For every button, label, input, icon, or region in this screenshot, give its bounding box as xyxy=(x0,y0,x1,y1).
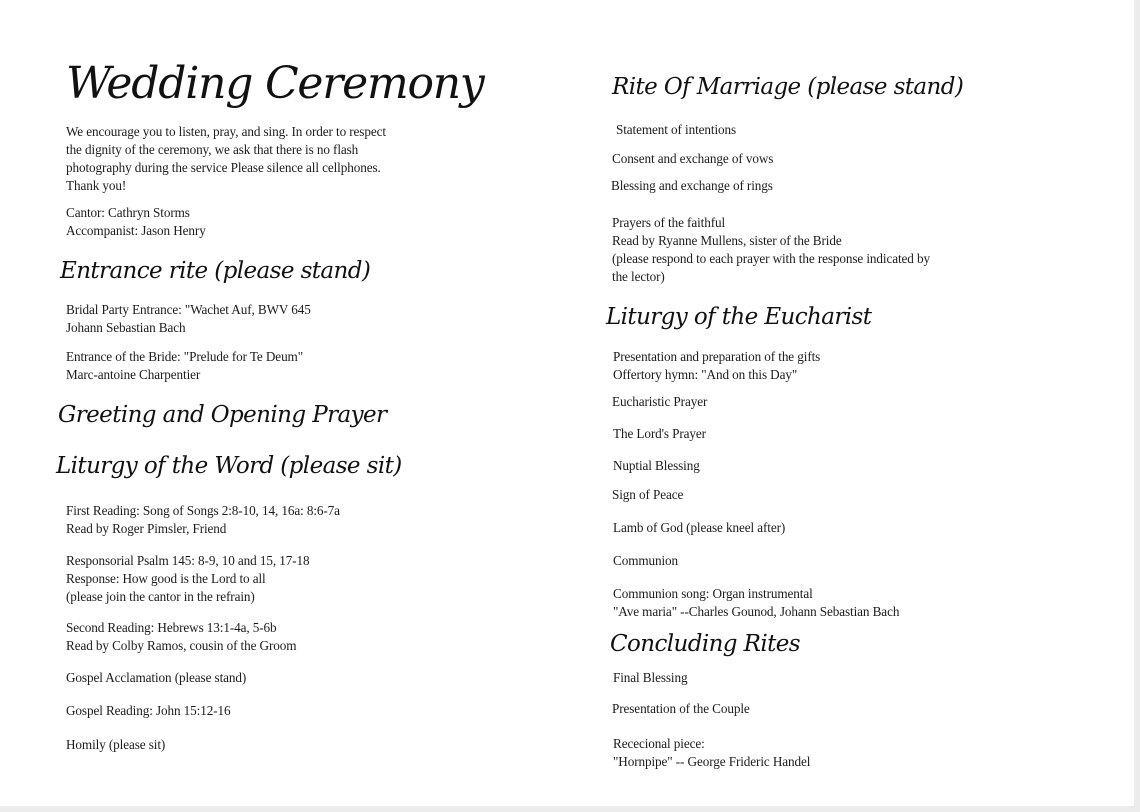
communion-song-line-2: "Ave maria" --Charles Gounod, Johann Sebastian Bach xyxy=(613,604,900,619)
prayers-line-4: the lector) xyxy=(612,269,665,284)
page-edge-right xyxy=(1134,0,1140,812)
greeting-heading: Greeting and Opening Prayer xyxy=(58,402,387,428)
recessional-line-1: Rececional piece: xyxy=(613,736,705,751)
eucharistic-prayer-line: Eucharistic Prayer xyxy=(612,394,708,409)
entrance-rite-heading: Entrance rite (please stand) xyxy=(60,258,371,284)
second-reading-line-2: Read by Colby Ramos, cousin of the Groom xyxy=(66,638,297,653)
accompanist-line: Accompanist: Jason Henry xyxy=(66,223,206,238)
bridal-party-line-2: Johann Sebastian Bach xyxy=(66,320,186,335)
consent-line: Consent and exchange of vows xyxy=(612,151,774,166)
gifts-line-1: Presentation and preparation of the gifts xyxy=(613,349,821,364)
page-edge-bottom xyxy=(0,806,1140,812)
liturgy-word-heading: Liturgy of the Word (please sit) xyxy=(56,453,402,479)
gospel-acclamation-line: Gospel Acclamation (please stand) xyxy=(66,670,247,685)
nuptial-blessing-line: Nuptial Blessing xyxy=(613,458,700,473)
lamb-of-god-line: Lamb of God (please kneel after) xyxy=(613,520,786,535)
bride-entrance-line-2: Marc-antoine Charpentier xyxy=(66,367,201,382)
bride-entrance-line-1: Entrance of the Bride: "Prelude for Te Deum" xyxy=(66,349,303,364)
rite-of-marriage-heading: Rite Of Marriage (please stand) xyxy=(612,74,964,100)
liturgy-eucharist-heading: Liturgy of the Eucharist xyxy=(606,304,872,330)
final-blessing-line: Final Blessing xyxy=(613,670,688,685)
psalm-line-1: Responsorial Psalm 145: 8-9, 10 and 15, 17-18 xyxy=(66,553,310,568)
concluding-rites-heading: Concluding Rites xyxy=(610,631,800,657)
prayers-line-1: Prayers of the faithful xyxy=(612,215,726,230)
homily-line: Homily (please sit) xyxy=(66,737,166,752)
recessional-line-2: "Hornpipe" -- George Frideric Handel xyxy=(613,754,811,769)
gifts-line-2: Offertory hymn: "And on this Day" xyxy=(613,367,798,382)
lords-prayer-line: The Lord's Prayer xyxy=(613,426,706,441)
communion-song-line-1: Communion song: Organ instrumental xyxy=(613,586,813,601)
cantor-line: Cantor: Cathryn Storms xyxy=(66,205,190,220)
gospel-reading-line: Gospel Reading: John 15:12-16 xyxy=(66,703,231,718)
intro-line-2: the dignity of the ceremony, we ask that there is no flash xyxy=(66,142,359,157)
ceremony-title: Wedding Ceremony xyxy=(66,58,484,109)
prayers-line-3: (please respond to each prayer with the response indicated by xyxy=(612,251,930,266)
psalm-line-2: Response: How good is the Lord to all xyxy=(66,571,266,586)
presentation-couple-line: Presentation of the Couple xyxy=(612,701,750,716)
prayers-line-2: Read by Ryanne Mullens, sister of the Bride xyxy=(612,233,842,248)
blessing-rings-line: Blessing and exchange of rings xyxy=(611,178,773,193)
communion-line: Communion xyxy=(613,553,679,568)
statement-line: Statement of intentions xyxy=(616,122,737,137)
first-reading-line-1: First Reading: Song of Songs 2:8-10, 14, 16a: 8:6-7a xyxy=(66,503,340,518)
second-reading-line-1: Second Reading: Hebrews 13:1-4a, 5-6b xyxy=(66,620,277,635)
psalm-line-3: (please join the cantor in the refrain) xyxy=(66,589,255,604)
intro-line-1: We encourage you to listen, pray, and sing. In order to respect xyxy=(66,124,386,139)
first-reading-line-2: Read by Roger Pimsler, Friend xyxy=(66,521,227,536)
intro-line-3: photography during the service Please silence all cellphones. xyxy=(66,160,381,175)
sign-of-peace-line: Sign of Peace xyxy=(612,487,684,502)
intro-line-4: Thank you! xyxy=(66,178,127,193)
bridal-party-line-1: Bridal Party Entrance: "Wachet Auf, BWV 645 xyxy=(66,302,311,317)
